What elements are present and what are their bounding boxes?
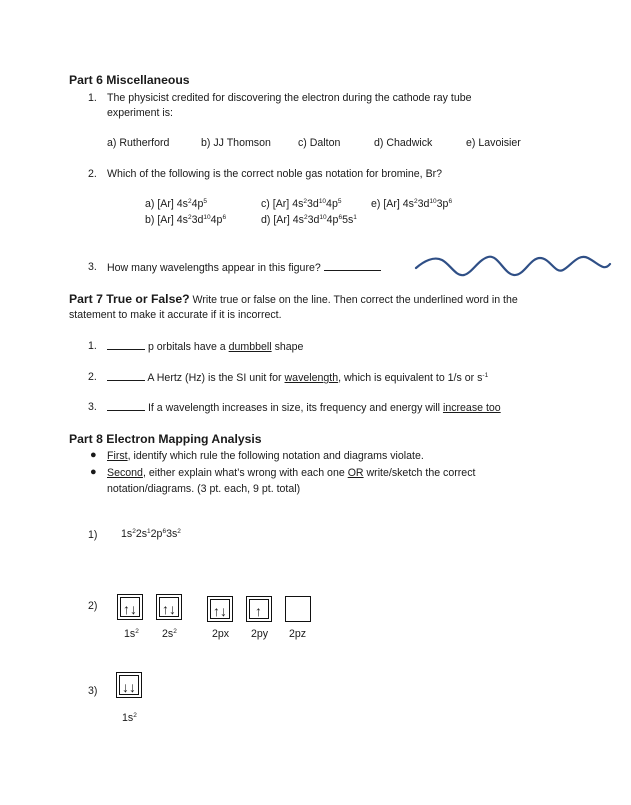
part7-header-line <box>69 292 518 306</box>
q1-choice-a: a) Rutherford <box>107 137 170 149</box>
tf2-answer-blank[interactable] <box>107 371 145 381</box>
q1-text-line1: The physicist credited for discovering the electron during the cathode ray tube <box>107 92 472 104</box>
bullet1-text: First, identify which rule the following notation and diagrams violate. <box>107 450 424 462</box>
q3-number: 3. <box>88 261 97 273</box>
q2-choice-a: a) [Ar] $4s^24p^5$ <box>145 198 208 210</box>
part8-heading: Part 8 Electron Mapping Analysis <box>69 432 262 446</box>
orbital-box-1s-item3: ↓ ↓ <box>116 672 142 698</box>
label-2py: 2py <box>251 628 269 640</box>
q2-choice-c: c) [Ar] $4s^23d^{10}4p^5$ <box>261 198 342 210</box>
orbital-box-1s: ↑ ↓ <box>117 594 143 620</box>
item1-notation: $1s^22s^12p^63s^2$ <box>121 528 181 540</box>
orbital-box-2px: ↑ ↓ <box>207 596 233 622</box>
orbital-box-2pz <box>285 596 311 622</box>
q3-answer-blank[interactable] <box>324 261 381 271</box>
q1-choice-b: b) JJ Thomson <box>201 137 271 149</box>
tf1-line: p orbitals have a dumbbell shape <box>107 340 303 353</box>
tf1-number: 1. <box>88 340 97 352</box>
tf3-number: 3. <box>88 401 97 413</box>
q3-text: How many wavelengths appear in this figure? <box>107 261 381 274</box>
q2-choice-e: e) [Ar] $4s^23d^{10}3p^6$ <box>371 198 453 210</box>
q1-text-line2: experiment is: <box>107 107 173 119</box>
label-2px: 2px <box>212 628 230 640</box>
label-2pz: 2pz <box>289 628 307 640</box>
bullet2-text: Second, either explain what’s wrong with each one OR write/sketch the correct <box>107 467 476 479</box>
part7-instructions-line2: statement to make it accurate if it is incorrect. <box>69 309 282 321</box>
q1-number: 1. <box>88 92 97 104</box>
tf3-line: If a wavelength increases in size, its frequency and energy will increase too <box>107 401 501 414</box>
q1-choice-d: d) Chadwick <box>374 137 433 149</box>
label-1s: $1s^2$ <box>124 628 139 640</box>
item1-number: 1) <box>88 529 98 541</box>
bullet-dot-1: ● <box>90 449 97 461</box>
tf1-answer-blank[interactable] <box>107 340 145 350</box>
orbital-box-2s: ↑ ↓ <box>156 594 182 620</box>
label-1s-item3: $1s^2$ <box>122 712 137 724</box>
q2-choice-d: d) [Ar] $4s^23d^{10}4p^65s^1$ <box>261 214 357 226</box>
item2-number: 2) <box>88 600 98 612</box>
bullet2-text-line2: notation/diagrams. (3 pt. each, 9 pt. total) <box>107 483 301 495</box>
part7-heading: Part 7 True or False? <box>69 292 190 306</box>
q2-number: 2. <box>88 168 97 180</box>
tf3-answer-blank[interactable] <box>107 401 145 411</box>
bullet-dot-2: ● <box>90 466 97 478</box>
q1-choice-e: e) Lavoisier <box>466 137 521 149</box>
q2-text: Which of the following is the correct noble gas notation for bromine, Br? <box>107 168 443 180</box>
tf2-number: 2. <box>88 371 97 383</box>
tf2-line: A Hertz (Hz) is the SI unit for wavelength, which is equivalent to 1/s or $s^{-1}$ <box>107 371 488 384</box>
label-2s: $2s^2$ <box>162 628 177 640</box>
q1-choice-c: c) Dalton <box>298 137 341 149</box>
part6-heading: Part 6 Miscellaneous <box>69 73 190 87</box>
q2-choice-b: b) [Ar] $4s^23d^{10}4p^6$ <box>145 214 227 226</box>
orbital-box-2py: ↑ <box>246 596 272 622</box>
part7-instructions: Write true or false on the line. Then correct the underlined word in the <box>189 294 518 306</box>
wave-figure <box>412 248 612 282</box>
item3-number: 3) <box>88 685 98 697</box>
